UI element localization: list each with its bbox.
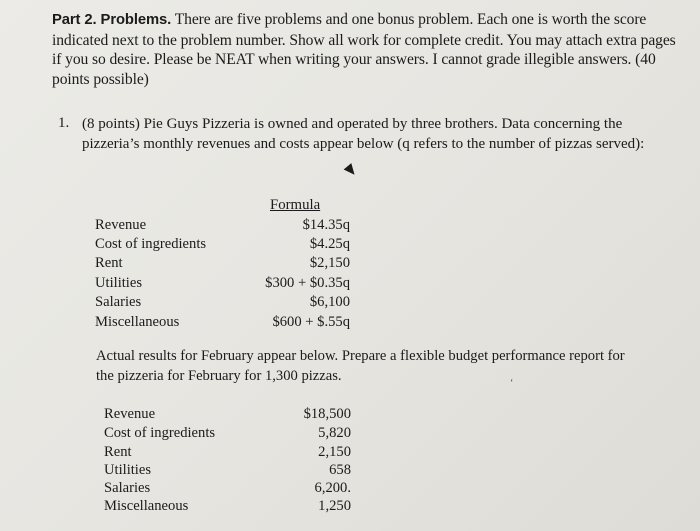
actual-row-value: 6,200. [314,480,351,496]
formula-row-label: Miscellaneous [95,314,180,330]
stray-mark: ‘ [510,378,514,389]
actual-results-instructions: Actual results for February appear below. Prepare a flexible budget performance report for the pizzeria for February for 1,300 pizzas. [96,348,625,384]
actual-row-value: 658 [329,462,351,478]
actual-row-label: Miscellaneous [104,498,189,514]
problem-number: 1. [58,115,70,131]
formula-row-value: $14.35q [302,217,350,233]
instructions-paragraph [52,10,676,89]
formula-row-label: Revenue [95,217,147,233]
actual-row-label: Utilities [104,462,152,478]
formula-row-label: Utilities [95,275,143,291]
mouse-pointer-icon [344,163,359,178]
actual-row-value: $18,500 [303,406,351,422]
actual-row-value: 2,150 [318,444,351,460]
formula-row-value: $4.25q [309,236,350,252]
formula-row-value: $300 + $0.35q [265,275,350,291]
formula-row-value: $6,100 [309,294,350,310]
problem-statement: (8 points) Pie Guys Pizzeria is owned and operated by three brothers. Data concerning the pizzeria’s monthly revenues and costs appear below (q refers to the number of pizzas served): [82,116,645,152]
formula-column-header: Formula [270,197,321,213]
formula-row-value: $2,150 [309,255,350,271]
formula-row-label: Rent [95,255,123,271]
actual-row-value: 1,250 [318,498,351,514]
actual-row-label: Rent [104,444,132,460]
actual-row-label: Cost of ingredients [104,425,216,441]
actual-row-value: 5,820 [318,425,351,441]
formula-row-label: Cost of ingredients [95,236,207,252]
actual-row-label: Salaries [104,480,151,496]
instructions-text: There are five problems and one bonus problem. Each one is worth the score indicated next to the problem number. Show all work for complete credit. You may attach extra pages if you so desire. Please be NEAT when writing your answers. I cannot grade illegible answers. (40 points possible) [52,11,676,88]
formula-row-label: Salaries [95,294,142,310]
actual-row-label: Revenue [104,406,156,422]
part-heading: Part 2. Problems. [52,12,172,28]
formula-row-value: $600 + $.55q [272,314,350,330]
